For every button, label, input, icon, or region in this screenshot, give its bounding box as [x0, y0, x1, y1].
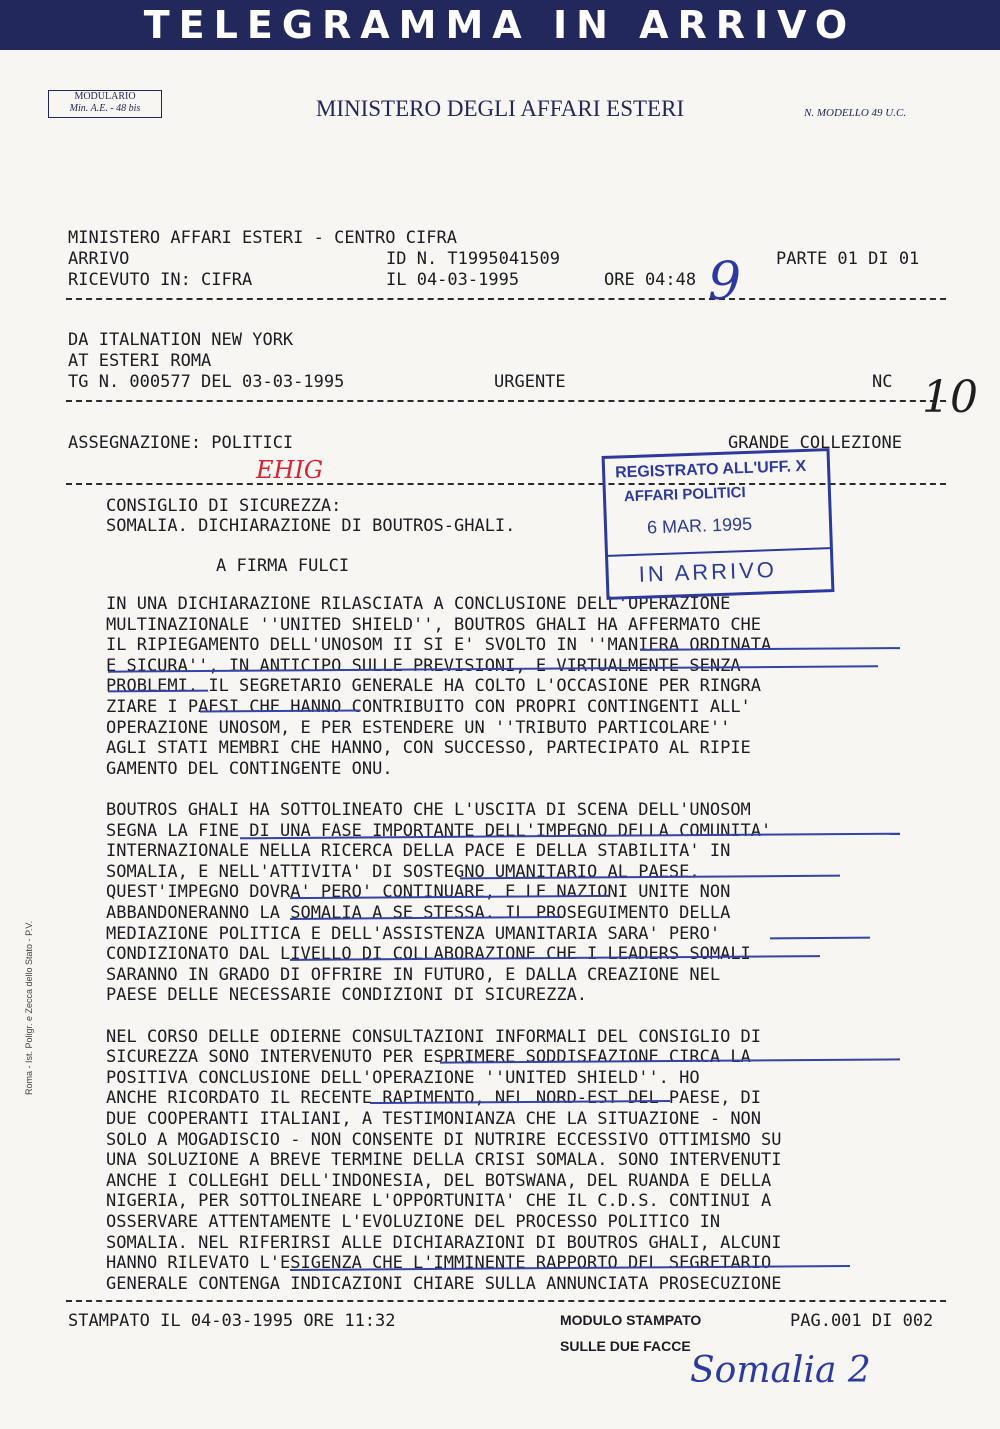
body-line: SOMALIA. NEL RIFERIRSI ALLE DICHIARAZIONI DI BOUTROS GHALI, ALCUNI: [106, 1232, 782, 1253]
body-line: AGLI STATI MEMBRI CHE HANNO, CON SUCCESSO, PARTECIPATO AL RIPIE: [106, 738, 751, 759]
stamp-status: IN ARRIVO: [638, 556, 778, 587]
divider-rule: [66, 1300, 946, 1302]
ministry-heading: MINISTERO DEGLI AFFARI ESTERI: [315, 96, 685, 121]
routing-to: AT ESTERI ROMA: [68, 351, 212, 371]
body-line: MEDIAZIONE POLITICA E DELL'ASSISTENZA UMANITARIA SARA' PERO': [106, 923, 721, 944]
body-line: DUE COOPERANTI ITALIANI, A TESTIMONIANZA CHE LA SITUAZIONE - NON: [106, 1109, 762, 1129]
subject-line: SOMALIA. DICHIARAZIONE DI BOUTROS-GHALI.: [106, 516, 516, 536]
routing-priority: URGENTE: [494, 372, 566, 392]
body-line: NIGERIA, PER SOTTOLINEARE L'OPPORTUNITA' CHE IL C.D.S. CONTINUI A: [106, 1191, 772, 1212]
body-line: GAMENTO DEL CONTINGENTE ONU.: [106, 758, 393, 779]
body-line: HANNO RILEVATO L'ESIGENZA CHE L'IMMINENTE RAPPORTO DEL SEGRETARIO: [106, 1253, 772, 1274]
printer-imprint: Roma - Ist. Poligr. e Zecca dello Stato - P.V.: [24, 920, 34, 1095]
footer-stampato: STAMPATO IL 04-03-1995 ORE 11:32: [68, 1311, 396, 1331]
body-line: MULTINAZIONALE ''UNITED SHIELD'', BOUTROS GHALI HA AFFERMATO CHE: [106, 614, 762, 635]
footer-modulo-line1: MODULO STAMPATO: [560, 1312, 702, 1328]
body-line: SICUREZZA SONO INTERVENUTO PER ESPRIMERE SODDISFAZIONE CIRCA LA: [106, 1047, 751, 1068]
body-line: PAESE DELLE NECESSARIE CONDIZIONI DI SICUREZZA.: [106, 985, 588, 1006]
body-line: SARANNO IN GRADO DI OFFRIRE IN FUTURO, E DALLA CREAZIONE NEL: [106, 964, 721, 985]
document-banner: TELEGRAMMA IN ARRIVO: [0, 0, 1000, 50]
footer-modulo-line2: SULLE DUE FACCE: [560, 1338, 691, 1354]
handwritten-underline: [770, 937, 870, 940]
stamp-date: 6 MAR. 1995: [646, 513, 753, 538]
modulario-line2: Min. A.E. - 48 bis: [69, 103, 141, 114]
modulario-line1: MODULARIO: [74, 91, 136, 102]
header-arrivo: ARRIVO: [68, 249, 130, 269]
body-line: NEL CORSO DELLE ODIERNE CONSULTAZIONI INFORMALI DEL CONSIGLIO DI: [106, 1026, 762, 1047]
body-line: ZIARE I PAESI CHE HANNO CONTRIBUITO CON PROPRI CONTINGENTI ALL': [106, 697, 751, 717]
signature-line: A FIRMA FULCI: [216, 556, 350, 576]
header-ricevuto: RICEVUTO IN: CIFRA: [68, 270, 253, 290]
body-line: OPERAZIONE UNOSOM, E PER ESTENDERE UN ''TRIBUTO PARTICOLARE'': [106, 717, 731, 738]
routing-tg-number: TG N. 000577 DEL 03-03-1995: [68, 372, 345, 392]
body-line: SOMALIA, E NELL'ATTIVITA' DI SOSTEGNO UMANITARIO AL PAESE.: [106, 861, 700, 882]
handwritten-note: Somalia 2: [690, 1350, 871, 1391]
footer-page-number: PAG.001 DI 002: [790, 1311, 934, 1331]
header-id-number: ID N. T1995041509: [386, 249, 560, 269]
body-line: ANCHE I COLLEGHI DELL'INDONESIA, DEL BOTSWANA, DEL RUANDA E DELLA: [106, 1170, 772, 1191]
handwritten-number-10: 10: [922, 372, 978, 423]
body-line: SOLO A MOGADISCIO - NON CONSENTE DI NUTRIRE ECCESSIVO OTTIMISMO SU: [106, 1129, 782, 1150]
stamp-registered-line: REGISTRATO ALL'UFF. X: [614, 457, 807, 482]
body-line: BOUTROS GHALI HA SOTTOLINEATO CHE L'USCITA DI SCENA DELL'UNOSOM: [106, 800, 751, 820]
body-line: ABBANDONERANNO LA SOMALIA A SE STESSA. IL PROSEGUIMENTO DELLA: [106, 903, 731, 923]
body-line: GENERALE CONTENGA INDICAZIONI CHIARE SULLA ANNUNCIATA PROSECUZIONE: [106, 1273, 782, 1294]
assignment-collezione: GRANDE COLLEZIONE: [728, 433, 902, 453]
body-line: UNA SOLUZIONE A BREVE TERMINE DELLA CRISI SOMALA. SONO INTERVENUTI: [106, 1150, 782, 1171]
header-time: ORE 04:48: [604, 270, 697, 290]
assignment-politici: ASSEGNAZIONE: POLITICI: [68, 433, 294, 453]
body-line: POSITIVA CONCLUSIONE DELL'OPERAZIONE ''UNITED SHIELD''. HO: [106, 1067, 700, 1088]
header-date: IL 04-03-1995: [386, 270, 520, 290]
modello-number: N. MODELLO 49 U.C.: [804, 107, 907, 119]
subject-line: CONSIGLIO DI SICUREZZA:: [106, 496, 342, 516]
divider-rule: [66, 298, 946, 300]
registration-stamp: [602, 448, 835, 600]
routing-nc: NC: [872, 372, 893, 392]
divider-rule: [66, 400, 946, 402]
handwritten-number-9: 9: [708, 252, 742, 312]
body-line: IN UNA DICHIARAZIONE RILASCIATA A CONCLUSIONE DELL'OPERAZIONE: [106, 594, 731, 614]
body-line: IL RIPIEGAMENTO DELL'UNOSOM II SI E' SVOLTO IN ''MANIERA ORDINATA: [106, 635, 772, 656]
body-line: QUEST'IMPEGNO DOVRA' PERO' CONTINUARE, E LE NAZIONI UNITE NON: [106, 882, 731, 903]
body-line: SEGNA LA FINE DI UNA FASE IMPORTANTE DELL'IMPEGNO DELLA COMUNITA': [106, 820, 772, 841]
body-line: ANCHE RICORDATO IL RECENTE RAPIMENTO, NEL NORD-EST DEL PAESE, DI: [106, 1088, 762, 1109]
body-line: OSSERVARE ATTENTAMENTE L'EVOLUZIONE DEL PROCESSO POLITICO IN: [106, 1212, 721, 1232]
body-line: CONDIZIONATO DAL LIVELLO DI COLLABORAZIONE CHE I LEADERS SOMALI: [106, 944, 751, 965]
header-parte: PARTE 01 DI 01: [776, 249, 920, 269]
stamp-office-line: AFFARI POLITICI: [623, 484, 746, 506]
stamp-separator: [608, 547, 830, 557]
body-line: INTERNAZIONALE NELLA RICERCA DELLA PACE E DELLA STABILITA' IN: [106, 841, 731, 862]
handwritten-initials: EHIG: [256, 456, 324, 484]
header-centro-cifra: MINISTERO AFFARI ESTERI - CENTRO CIFRA: [68, 228, 457, 248]
body-line: PROBLEMI. IL SEGRETARIO GENERALE HA COLTO L'OCCASIONE PER RINGRA: [106, 676, 762, 697]
body-line: E SICURA'', IN ANTICIPO SULLE PREVISIONI, E VIRTUALMENTE SENZA: [106, 655, 741, 676]
routing-from: DA ITALNATION NEW YORK: [68, 330, 294, 350]
